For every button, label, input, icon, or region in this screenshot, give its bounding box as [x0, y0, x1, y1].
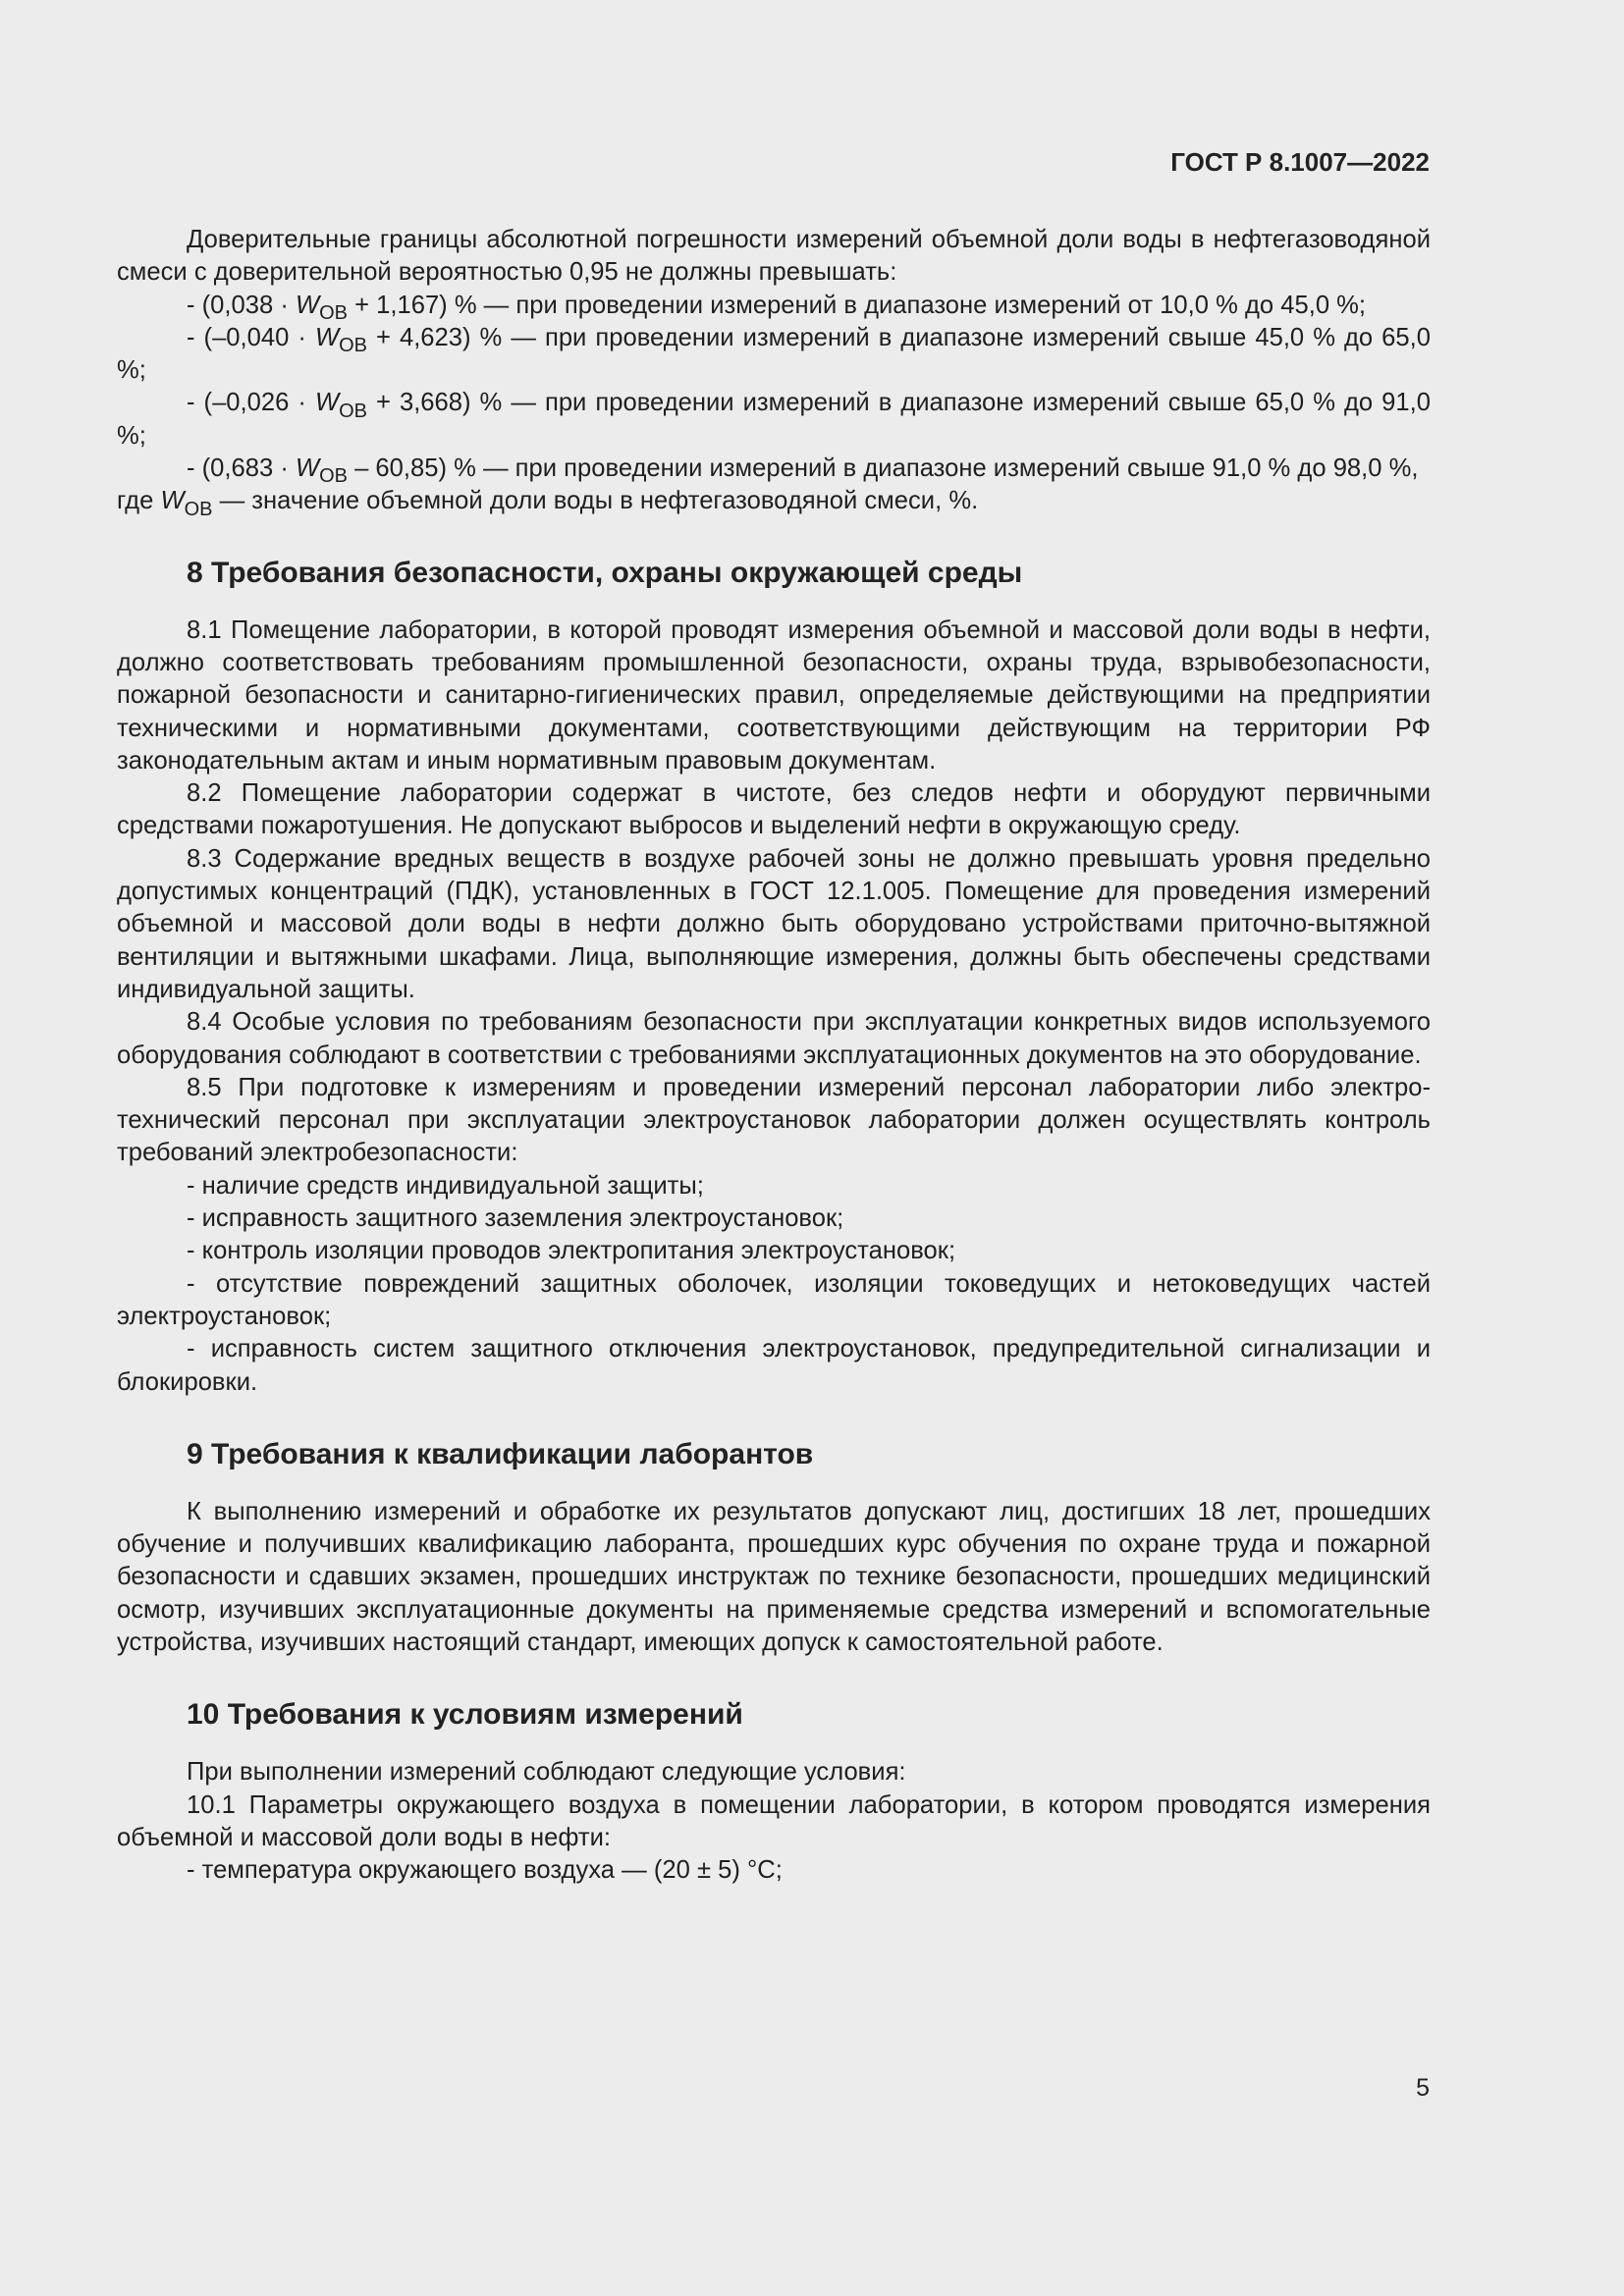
- formula-item: [117, 322, 1431, 388]
- list-item: - контроль изоляции проводов электропитания электроустановок;: [187, 1237, 956, 1265]
- formula-item: [117, 290, 1431, 322]
- var-sub: ОВ: [319, 301, 348, 324]
- var-sub: ОВ: [184, 498, 213, 520]
- var-w: W: [314, 389, 340, 417]
- where-suffix: — значение объемной доли воды в нефтегазоводяной смеси, %.: [212, 487, 979, 515]
- where-prefix: где: [117, 487, 161, 515]
- list-item: - температура окружающего воздуха — (20 ± 5) °С;: [187, 1856, 783, 1885]
- formula-variable: [314, 323, 367, 357]
- formula-prefix: - (0,683 ·: [187, 454, 296, 483]
- paragraph-8-5: 8.5 При подготовке к измерениям и проведении измерений персонал лаборатории либо электротехнический персонал при эксплуатации электроустановок лаборатории должен осуществлять контроль требований электробезопасности:: [117, 1073, 1431, 1167]
- formula-prefix: - (0,038 ·: [187, 291, 296, 319]
- formula-variable: [295, 454, 348, 488]
- page-content: [117, 224, 1431, 1887]
- paragraph-10-1: 10.1 Параметры окружающего воздуха в помещении лаборатории, в котором проводятся измерения объемной и массовой доли воды в нефти:: [117, 1790, 1431, 1851]
- paragraph-8-4: 8.4 Особые условия по требованиям безопасности при эксплуатации конкретных видов используемого оборудования соблюдают в соответствии с требованиями эксплуатационных документов на это оборудование.: [117, 1008, 1431, 1069]
- var-sub: ОВ: [339, 400, 367, 422]
- formula-suffix: + 3,668) % — при проведении измерений в диапазоне измерений свыше 65,0 % до 91,0 %;: [117, 389, 1431, 450]
- formula-item: [117, 387, 1431, 453]
- formula-variable: [295, 291, 348, 324]
- document-code: ГОСТ Р 8.1007—2022: [1170, 147, 1430, 177]
- page-number: 5: [1416, 2074, 1430, 2102]
- list-item: - отсутствие повреждений защитных оболочек, изоляции токоведущих и нетоковедущих частей электроустановок;: [117, 1269, 1431, 1330]
- var-w: W: [160, 487, 185, 515]
- list-item: - исправность систем защитного отключения электроустановок, предупредительной сигнализации и блокировки.: [117, 1335, 1431, 1396]
- paragraph-9: К выполнению измерений и обработке их результатов допускают лиц, достигших 18 лет, прошедших обучение и получивших квалификацию лаборанта, прошедших курс обучения по охране труда и пожарной безопасности и сдавших экзамен, прошедших инструктаж по технике безопасности, прошедших медицинский осмотр, изучивших эксплуатационные документы на применяемые средства измерений и вспомогательные устройства, изучивших настоящий стандарт, имеющих допуск к самостоятельной работе.: [117, 1497, 1431, 1656]
- formula-suffix: + 1,167) % — при проведении измерений в диапазоне измерений от 10,0 % до 45,0 %;: [347, 291, 1367, 319]
- formula-suffix: – 60,85) % — при проведении измерений в диапазоне измерений свыше 91,0 % до 98,0 %,: [347, 454, 1419, 483]
- var-sub: ОВ: [319, 465, 348, 488]
- var-w: W: [295, 454, 320, 483]
- paragraph-10-intro: При выполнении измерений соблюдают следующие условия:: [187, 1758, 906, 1787]
- paragraph: Доверительные границы абсолютной погрешности измерений объемной доли воды в нефтегазоводяной смеси с доверительной вероятностью 0,95 не должны превышать:: [117, 226, 1431, 287]
- list-item: - наличие средств индивидуальной защиты;: [187, 1171, 704, 1200]
- where-clause: [117, 485, 1431, 520]
- formula-item: [117, 453, 1431, 488]
- formula-prefix: - (–0,040 ·: [187, 323, 315, 351]
- paragraph-8-1: 8.1 Помещение лаборатории, в которой проводят измерения объемной и массовой доли воды в нефти, должно соответствовать требованиям промышленной безопасности, охраны труда, взрывобезопасности, пожарной безопасности и санитарно-гигиенических правил, определяемые действующими на предприятии техническими и нормативными документами, соответствующими действующим на территории РФ законодательным актам и иным нормативным правовым документам.: [117, 615, 1431, 774]
- formula-variable: [314, 389, 367, 422]
- list-item: - исправность защитного заземления электроустановок;: [187, 1204, 844, 1233]
- formula-suffix: + 4,623) % — при проведении измерений в диапазоне измерений свыше 45,0 % до 65,0 %;: [117, 323, 1431, 385]
- section-heading-10: 10 Требования к условиям измерений: [187, 1698, 743, 1732]
- section-heading-8: 8 Требования безопасности, охраны окружающей среды: [187, 556, 1023, 589]
- var-w: W: [314, 323, 340, 351]
- section-heading-9: 9 Требования к квалификации лаборантов: [187, 1437, 814, 1470]
- paragraph-8-3: 8.3 Содержание вредных веществ в воздухе рабочей зоны не должно превышать уровня предельно допустимых концентраций (ПДК), установленных в ГОСТ 12.1.005. Помещение для проведения измерений объемной и массовой доли воды в нефти должно быть оборудовано устройствами приточно-вытяжной вентиляции и вытяжными шкафами. Лица, выполняющие измерения, должны быть обеспечены средствами индивидуальной защиты.: [117, 844, 1431, 1003]
- formula-variable: [160, 487, 213, 520]
- var-w: W: [295, 291, 320, 319]
- paragraph-8-2: 8.2 Помещение лаборатории содержат в чистоте, без следов нефти и оборудуют первичными средствами пожаротушения. Не допускают выбросов и выделений нефти в окружающую среду.: [117, 779, 1431, 840]
- var-sub: ОВ: [339, 335, 367, 357]
- formula-prefix: - (–0,026 ·: [187, 389, 315, 417]
